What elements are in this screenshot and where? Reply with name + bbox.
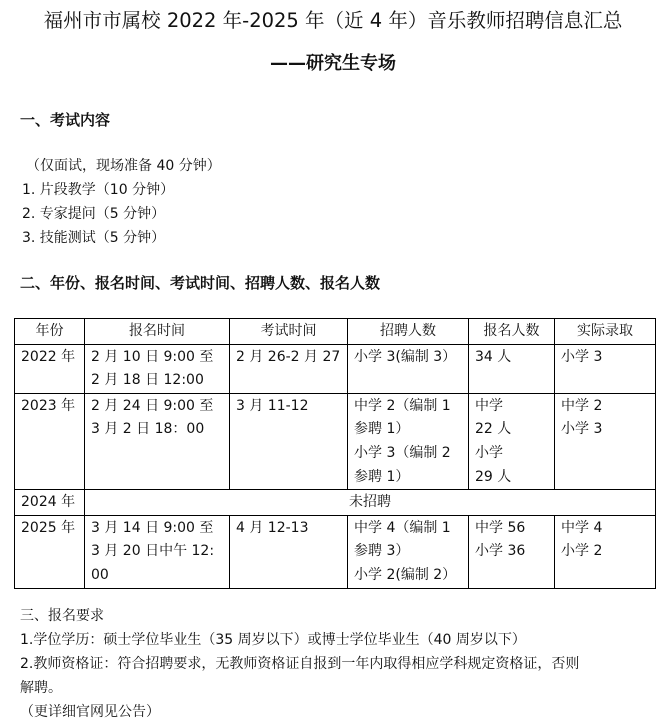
table-row	[15, 490, 656, 516]
column-header-admitted: 实际录取	[555, 319, 656, 345]
section-heading-requirements: 三、报名要求	[20, 608, 104, 624]
cell-line: 2 月 24 日 9:00 至	[91, 397, 214, 414]
year-cell: 2024 年	[15, 490, 85, 516]
cell-line: 中学 56	[475, 519, 526, 536]
table-row	[15, 515, 656, 588]
cell-line: 参聘 3）	[354, 543, 410, 560]
table-row	[15, 344, 656, 393]
exam-cell	[230, 515, 348, 588]
cell-line: 中学 4（编制 1	[354, 519, 451, 536]
column-header-quota: 招聘人数	[348, 319, 469, 345]
signup-cell	[85, 515, 230, 588]
requirement-certificate: 2.教师资格证：符合招聘要求，无教师资格证自报到一年内取得相应学科规定资格证，否则	[20, 656, 580, 672]
quota-cell	[348, 515, 469, 588]
cell-line: 2 月 10 日 9:00 至	[91, 348, 214, 365]
exam-cell	[230, 344, 348, 393]
column-header-applicants: 报名人数	[469, 319, 555, 345]
admitted-cell	[555, 344, 656, 393]
cell-line: 29 人	[475, 468, 512, 485]
cell-line: 中学 4	[561, 519, 603, 536]
exam-item-2: 2. 专家提问（5 分钟）	[22, 206, 166, 222]
cell-line: 小学 2(编制 2）	[354, 566, 457, 583]
year-cell: 2025 年	[15, 515, 85, 588]
cell-line: 小学 2	[561, 543, 603, 560]
cell-line: 34 人	[475, 348, 512, 365]
cell-line: 2 月 18 日 12:00	[91, 372, 204, 389]
official-notice-note: （更详细官网见公告）	[20, 704, 160, 720]
exam-cell	[230, 393, 348, 489]
cell-line: 3 月 14 日 9:00 至	[91, 519, 214, 536]
year-cell: 2022 年	[15, 344, 85, 393]
cell-line: 小学 3(编制 3）	[354, 348, 457, 365]
signup-cell	[85, 344, 230, 393]
cell-line: 小学 3（编制 2	[354, 444, 451, 461]
cell-line: 中学	[475, 397, 503, 414]
cell-line: 参聘 1）	[354, 421, 410, 438]
recruitment-table	[14, 318, 656, 589]
exam-item-1: 1. 片段教学（10 分钟）	[22, 182, 175, 198]
cell-line: 小学 36	[475, 543, 526, 560]
applicants-cell	[469, 393, 555, 489]
column-header-signup-time: 报名时间	[85, 319, 230, 345]
admitted-cell	[555, 515, 656, 588]
requirement-certificate-cont: 解聘。	[20, 680, 62, 696]
section-heading-recruitment-info: 二、年份、报名时间、考试时间、招聘人数、报名人数	[20, 274, 381, 292]
cell-line: 3 月 11-12	[236, 397, 309, 414]
cell-line: 小学 3	[561, 421, 603, 438]
table-row	[15, 393, 656, 489]
applicants-cell	[469, 515, 555, 588]
cell-line: 3 月 2 日 18：00	[91, 421, 205, 438]
cell-line: 2 月 26-2 月 27	[236, 348, 341, 365]
cell-line: 参聘 1）	[354, 468, 410, 485]
cell-line: 中学 2（编制 1	[354, 397, 451, 414]
cell-line: 中学 2	[561, 397, 603, 414]
applicants-cell	[469, 344, 555, 393]
cell-line: 22 人	[475, 421, 512, 438]
section-heading-exam-content: 一、考试内容	[20, 111, 111, 129]
document-title: 福州市市属校 2022 年-2025 年（近 4 年）音乐教师招聘信息汇总	[43, 9, 623, 32]
quota-cell	[348, 344, 469, 393]
exam-item-3: 3. 技能测试（5 分钟）	[22, 230, 166, 246]
quota-cell	[348, 393, 469, 489]
document-subtitle: ——研究生专场	[270, 53, 396, 74]
cell-line: 小学	[475, 444, 503, 461]
cell-line: 00	[91, 566, 109, 583]
not-recruited-cell: 未招聘	[85, 490, 656, 516]
year-cell: 2023 年	[15, 393, 85, 489]
cell-line: 小学 3	[561, 348, 603, 365]
exam-note: （仅面试，现场准备 40 分钟）	[26, 158, 221, 174]
signup-cell	[85, 393, 230, 489]
cell-line: 3 月 20 日中午 12:	[91, 543, 215, 560]
cell-line: 4 月 12-13	[236, 519, 309, 536]
requirement-degree: 1.学位学历：硕士学位毕业生（35 周岁以下）或博士学位毕业生（40 周岁以下）	[20, 632, 526, 648]
admitted-cell	[555, 393, 656, 489]
column-header-exam-time: 考试时间	[230, 319, 348, 345]
column-header-year: 年份	[15, 319, 85, 345]
table-header-row	[15, 319, 656, 345]
